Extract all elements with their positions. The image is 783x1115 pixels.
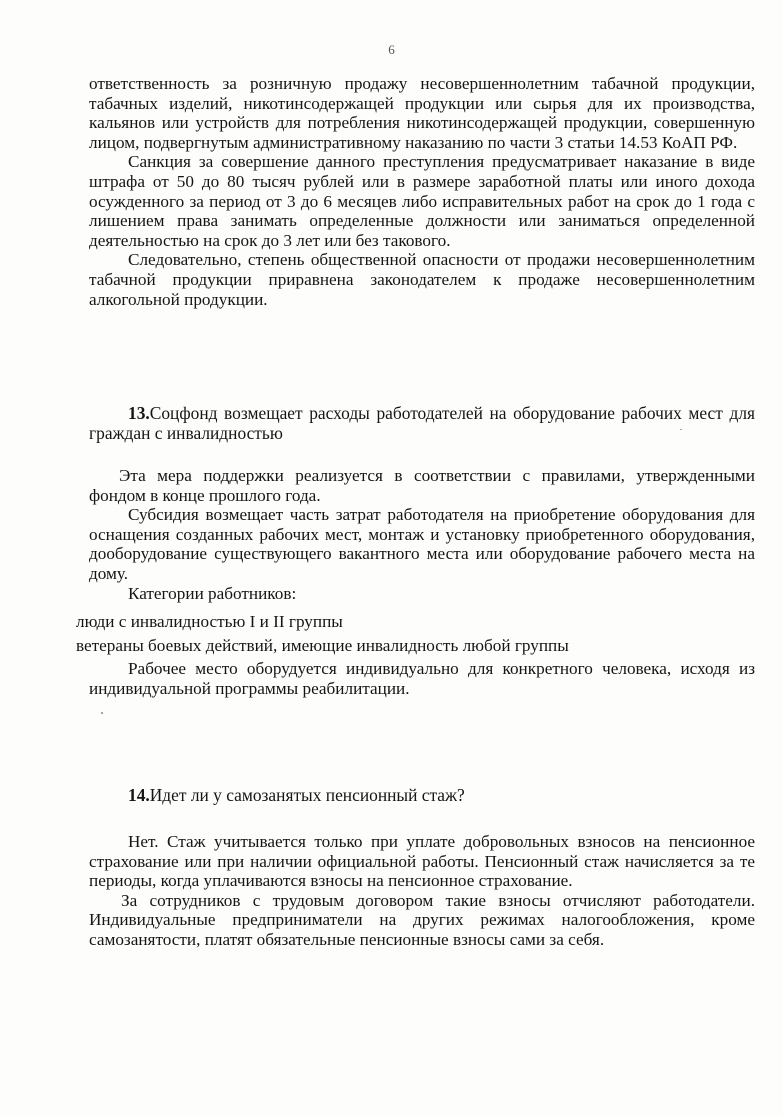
section-13-paragraph-3: Рабочее место оборудуется индивидуально для конкретного человека, исходя из индивидуальной программы реабилитации. <box>89 659 755 698</box>
scan-speck <box>680 429 682 430</box>
top-text-block <box>89 74 755 309</box>
section-13-closing <box>89 659 755 698</box>
category-item-1: люди с инвалидностью I и II группы <box>76 612 343 631</box>
section-13-paragraph-2: Субсидия возмещает часть затрат работодателя на приобретение оборудования для оснащения созданных рабочих мест, монтаж и установку приобретенного оборудования, дооборудование существующего вакантного места или оборудование рабочего места на дому. <box>89 505 755 583</box>
category-item-2: ветераны боевых действий, имеющие инвалидность любой группы <box>76 635 569 655</box>
section-13-heading <box>89 404 755 443</box>
section-13-number: 13. <box>128 403 150 423</box>
paragraph-continuation: ответственность за розничную продажу несовершеннолетним табачной продукции, табачных изделий, никотинсодержащей продукции или сырья для их производства, кальянов или устройств для потребления никотинсодержащей продукции, совершенную лицом, подвергнутым административному наказанию по части 3 статьи 14.53 КоАП РФ. <box>89 74 755 152</box>
page-number: 6 <box>388 42 395 57</box>
section-14-heading <box>89 786 755 806</box>
section-13-title: Соцфонд возмещает расходы работодателей на оборудование рабочих мест для граждан с инвалидностью <box>89 403 755 443</box>
paragraph-sanction: Санкция за совершение данного преступления предусматривает наказание в виде штрафа от 50 до 80 тысяч рублей или в размере заработной платы или иного дохода осужденного за период от 3 до 6 месяцев либо исправительных работ на срок до 1 года с лишением права занимать определенные должности или заниматься определенной деятельностью на срок до 3 лет или без такового. <box>89 152 755 250</box>
section-14-number: 14. <box>128 785 150 805</box>
categories-label: Категории работников: <box>128 583 297 603</box>
paragraph-conclusion: Следовательно, степень общественной опасности от продажи несовершеннолетним табачной продукции приравнена законодателем к продаже несовершеннолетним алкогольной продукции. <box>89 250 755 309</box>
section-14-paragraph-1: Нет. Стаж учитывается только при уплате добровольных взносов на пенсионное страхование или при наличии официальной работы. Пенсионный стаж начисляется за те периоды, когда уплачиваются взносы на пенсионное страхование. <box>89 832 755 891</box>
section-14-paragraph-2: За сотрудников с трудовым договором такие взносы отчисляют работодатели. Индивидуальные предприниматели на других режимах налогообложения, кроме самозанятости, платят обязательные пенсионные взносы сами за себя. <box>89 890 755 949</box>
category-list <box>76 612 756 655</box>
scan-speck <box>101 712 103 714</box>
section-14-title: Идет ли у самозанятых пенсионный стаж? <box>149 785 465 805</box>
section-13-paragraph-1: Эта мера поддержки реализуется в соответствии с правилами, утвержденными фондом в конце прошлого года. <box>89 466 755 505</box>
section-13-body <box>89 466 755 603</box>
section-14-body <box>89 832 755 950</box>
